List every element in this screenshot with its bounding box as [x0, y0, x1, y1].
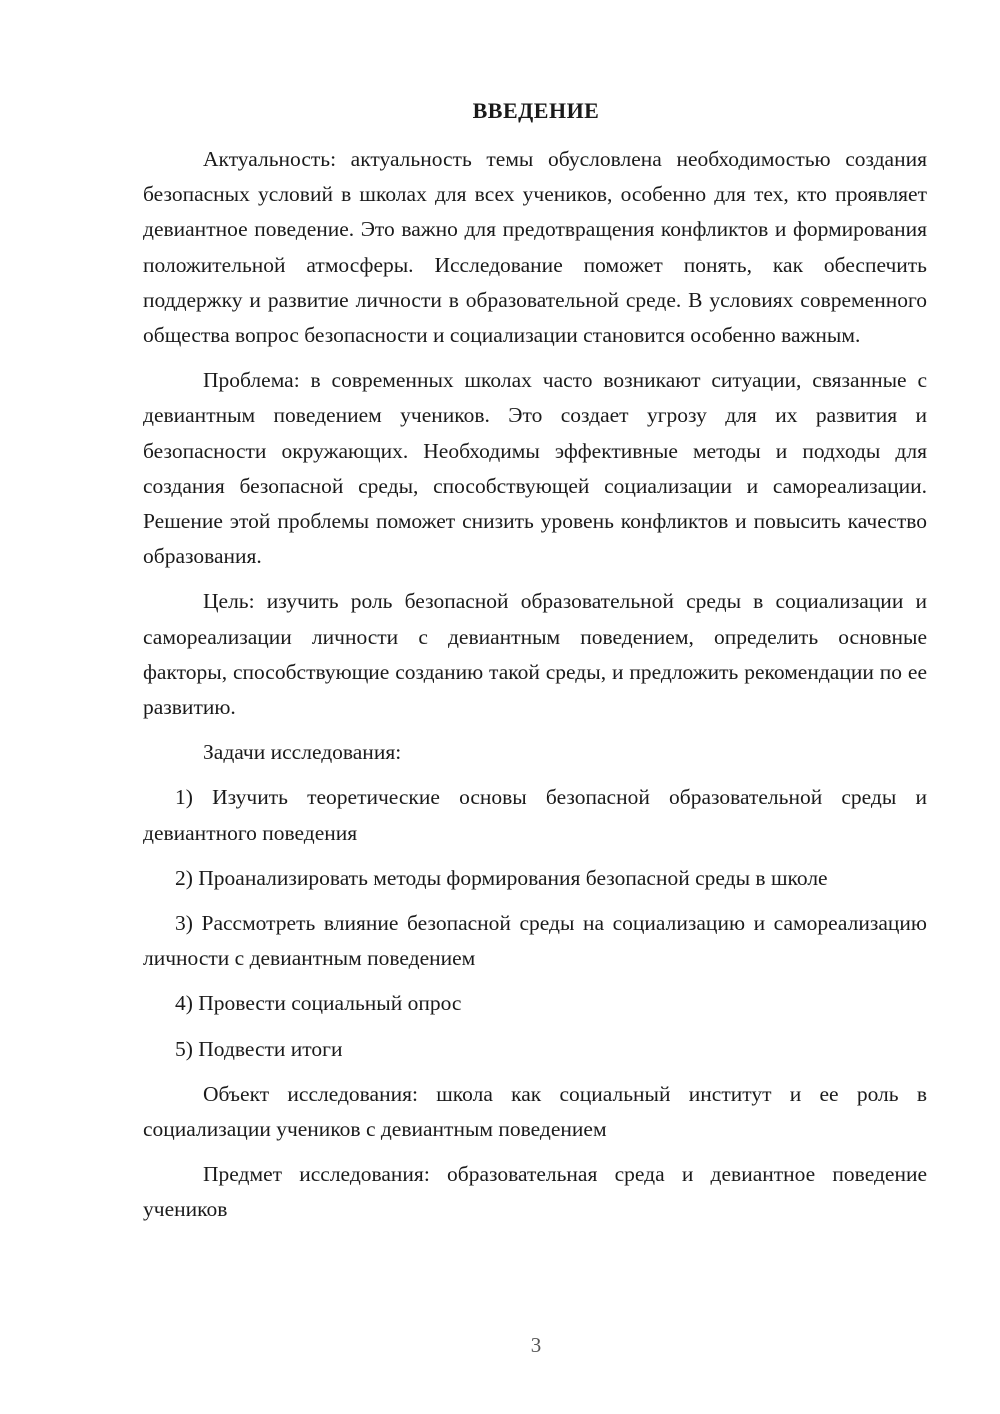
paragraph-goal: Цель: изучить роль безопасной образовательной среды в социализации и самореализации личности с девиантным поведением, определить основные факторы, способствующие созданию такой среды, и предложить рекомендации по ее развитию. [143, 589, 927, 720]
tasks-label: Задачи исследования: [203, 740, 402, 765]
task-item: 2) Проанализировать методы формирования безопасной среды в школе [175, 865, 828, 890]
task-item: 1) Изучить теоретические основы безопасной образовательной среды и девиантного поведения [143, 785, 927, 845]
page-title: ВВЕДЕНИЕ [472, 98, 600, 123]
task-item: 4) Провести социальный опрос [175, 991, 462, 1016]
task-item: 3) Рассмотреть влияние безопасной среды на социализацию и самореализацию личности с девиантным поведением [143, 911, 927, 971]
paragraph-problem: Проблема: в современных школах часто возникают ситуации, связанные с девиантным поведением учеников. Это создает угрозу для их развития и безопасности окружающих. Необходимы эффективные методы и подходы для создания безопасной среды, способствующей социализации и самореализации. Решение этой проблемы поможет снизить уровень конфликтов и повысить качество образования. [143, 368, 927, 569]
task-item: 5) Подвести итоги [175, 1036, 343, 1061]
paragraph-object: Объект исследования: школа как социальный институт и ее роль в социализации учеников с девиантным поведением [143, 1081, 927, 1142]
paragraph-relevance: Актуальность: актуальность темы обусловлена необходимостью создания безопасных условий в школах для всех учеников, особенно для тех, кто проявляет девиантное поведение. Это важно для предотвращения конфликтов и формирования положительной атмосферы. Исследование поможет понять, как обеспечить поддержку и развитие личности в образовательной среде. В условиях современного общества вопрос безопасности и социализации становится особенно важным. [143, 147, 927, 348]
paragraph-subject: Предмет исследования: образовательная среда и девиантное поведение учеников [143, 1162, 927, 1222]
page-number: 3 [530, 1333, 542, 1357]
document-body [143, 142, 927, 1238]
